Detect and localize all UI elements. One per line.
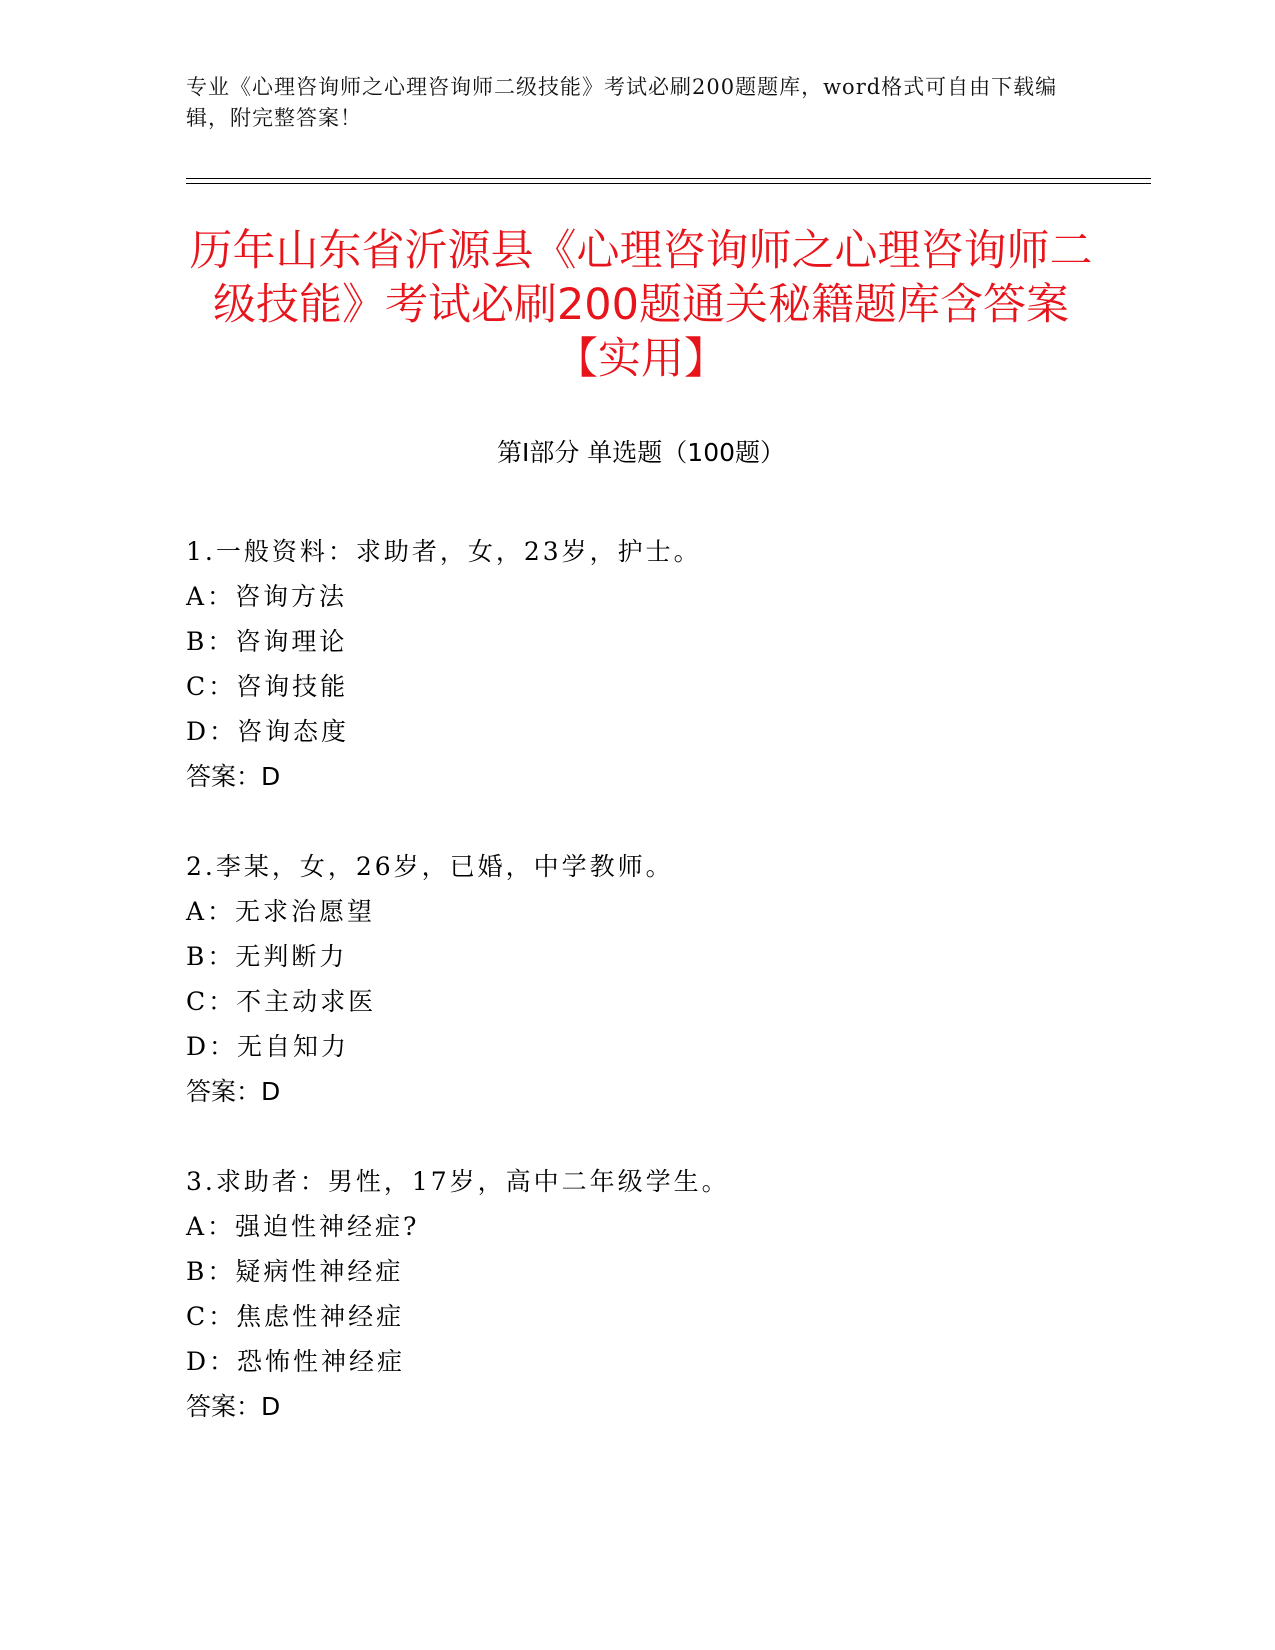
document-title: 历年山东省沂源县《心理咨询师之心理咨询师二级技能》考试必刷200题通关秘籍题库含答案【实用】 bbox=[189, 226, 1093, 384]
answer-line: 答案：D bbox=[186, 1077, 281, 1106]
option-b: B：疑病性神经症 bbox=[186, 1257, 404, 1286]
option-d: D：咨询态度 bbox=[186, 717, 350, 746]
option-c: C：焦虑性神经症 bbox=[186, 1302, 405, 1331]
section-heading: 第Ⅰ部分 单选题（100题） bbox=[496, 438, 786, 467]
question-3 bbox=[186, 1159, 1136, 1429]
option-c: C：不主动求医 bbox=[186, 987, 377, 1016]
option-a: A：无求治愿望 bbox=[186, 897, 376, 926]
option-b: B：咨询理论 bbox=[186, 627, 348, 656]
answer-line: 答案：D bbox=[186, 1392, 281, 1421]
question-2 bbox=[186, 844, 1136, 1114]
option-a: A：强迫性神经症? bbox=[186, 1212, 420, 1241]
header-note: 专业《心理咨询师之心理咨询师二级技能》考试必刷200题题库，word格式可自由下载编辑，附完整答案！ bbox=[186, 75, 1058, 130]
header-divider-bottom bbox=[186, 183, 1151, 184]
question-stem: 2.李某，女，26岁，已婚，中学教师。 bbox=[186, 852, 674, 881]
option-d: D：恐怖性神经症 bbox=[186, 1347, 406, 1376]
question-1 bbox=[186, 529, 1136, 799]
question-list bbox=[186, 529, 1136, 1474]
option-c: C：咨询技能 bbox=[186, 672, 349, 701]
option-d: D：无自知力 bbox=[186, 1032, 350, 1061]
question-stem: 1.一般资料：求助者，女，23岁，护士。 bbox=[186, 537, 702, 566]
header-divider-top bbox=[186, 178, 1151, 179]
option-a: A：咨询方法 bbox=[186, 582, 348, 611]
option-b: B：无判断力 bbox=[186, 942, 348, 971]
question-stem: 3.求助者：男性，17岁，高中二年级学生。 bbox=[186, 1167, 730, 1196]
answer-line: 答案：D bbox=[186, 762, 281, 791]
